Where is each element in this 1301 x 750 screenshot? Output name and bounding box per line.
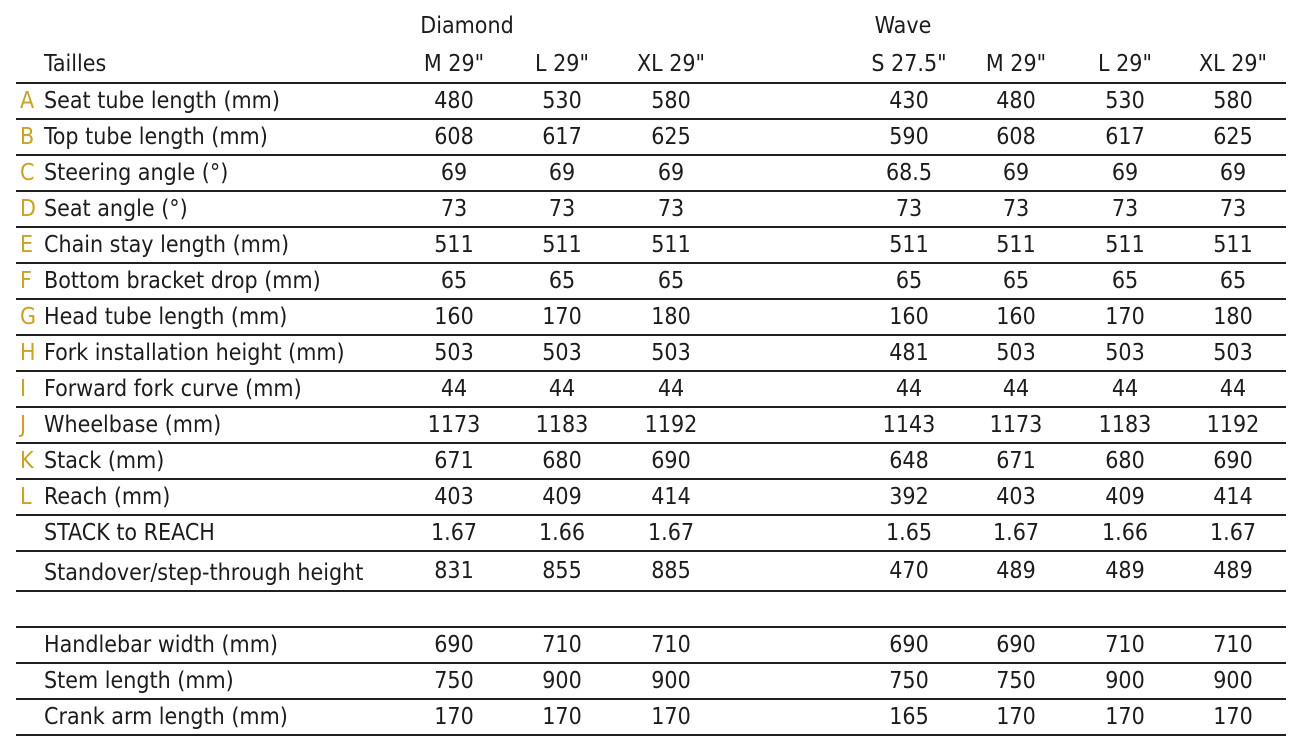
table-cell: 69 — [1219, 160, 1247, 186]
table-cell: 69 — [548, 160, 576, 186]
row-label: Forward fork curve (mm) — [44, 376, 302, 402]
table-cell: 409 — [542, 484, 582, 510]
row-label: Standover/step-through height — [44, 560, 364, 586]
table-row — [16, 552, 1286, 592]
table-cell: 481 — [889, 340, 929, 366]
table-cell: 511 — [996, 232, 1036, 258]
column-header: M 29" — [985, 51, 1047, 77]
table-cell: 170 — [542, 704, 582, 730]
table-cell: 900 — [542, 668, 582, 694]
table-cell: 480 — [434, 88, 474, 114]
table-cell: 392 — [889, 484, 929, 510]
table-cell: 1.67 — [992, 520, 1040, 546]
table-row — [16, 264, 1286, 300]
table-row — [16, 228, 1286, 264]
row-letter: K — [20, 448, 34, 474]
table-row — [16, 664, 1286, 700]
table-cell: 648 — [889, 448, 929, 474]
table-cell: 710 — [1105, 632, 1145, 658]
table-cell: 403 — [434, 484, 474, 510]
table-row — [16, 444, 1286, 480]
table-cell: 690 — [889, 632, 929, 658]
table-cell: 855 — [542, 558, 582, 584]
table-cell: 430 — [889, 88, 929, 114]
table-cell: 65 — [657, 268, 685, 294]
row-letter: C — [20, 160, 35, 186]
table-cell: 170 — [1213, 704, 1253, 730]
table-cell: 503 — [1105, 340, 1145, 366]
table-cell: 1143 — [882, 412, 936, 438]
table-cell: 690 — [434, 632, 474, 658]
table-cell: 1.66 — [1101, 520, 1149, 546]
table-cell: 680 — [542, 448, 582, 474]
table-cell: 69 — [1002, 160, 1030, 186]
table-cell: 710 — [542, 632, 582, 658]
table-cell: 511 — [1213, 232, 1253, 258]
table-cell: 503 — [1213, 340, 1253, 366]
row-letter: A — [20, 88, 35, 114]
column-header: XL 29" — [1198, 51, 1268, 77]
table-cell: 690 — [996, 632, 1036, 658]
row-label: Fork installation height (mm) — [44, 340, 345, 366]
table-cell: 530 — [542, 88, 582, 114]
table-cell: 503 — [434, 340, 474, 366]
table-cell: 69 — [657, 160, 685, 186]
row-letter: G — [20, 304, 37, 330]
table-cell: 503 — [651, 340, 691, 366]
row-label: Chain stay length (mm) — [44, 232, 290, 258]
table-row — [16, 336, 1286, 372]
table-cell: 1192 — [1206, 412, 1260, 438]
table-cell: 671 — [434, 448, 474, 474]
table-cell: 503 — [542, 340, 582, 366]
table-cell: 44 — [657, 376, 685, 402]
table-cell: 885 — [651, 558, 691, 584]
row-label: STACK to REACH — [44, 520, 215, 546]
table-row — [16, 84, 1286, 120]
table-cell: 511 — [889, 232, 929, 258]
table-row — [16, 628, 1286, 664]
table-cell: 170 — [651, 704, 691, 730]
table-cell: 73 — [1219, 196, 1247, 222]
table-cell: 530 — [1105, 88, 1145, 114]
table-cell: 750 — [434, 668, 474, 694]
table-cell: 750 — [996, 668, 1036, 694]
table-cell: 580 — [651, 88, 691, 114]
table-cell: 73 — [440, 196, 468, 222]
row-letter: D — [20, 196, 36, 222]
group-title-0: Diamond — [420, 13, 514, 39]
table-row — [16, 700, 1286, 736]
table-cell: 1173 — [989, 412, 1043, 438]
row-label: Stack (mm) — [44, 448, 165, 474]
table-cell: 831 — [434, 558, 474, 584]
row-header-label: Tailles — [44, 51, 107, 77]
row-letter: H — [20, 340, 36, 366]
row-label: Stem length (mm) — [44, 668, 234, 694]
table-cell: 470 — [889, 558, 929, 584]
table-cell: 180 — [1213, 304, 1253, 330]
table-cell: 160 — [996, 304, 1036, 330]
table-cell: 170 — [996, 704, 1036, 730]
table-cell: 69 — [1111, 160, 1139, 186]
table-cell: 511 — [434, 232, 474, 258]
row-letter: I — [20, 376, 27, 402]
table-cell: 73 — [895, 196, 923, 222]
table-cell: 671 — [996, 448, 1036, 474]
row-letter: E — [20, 232, 34, 258]
table-cell: 73 — [657, 196, 685, 222]
table-cell: 750 — [889, 668, 929, 694]
table-cell: 44 — [1002, 376, 1030, 402]
table-cell: 170 — [542, 304, 582, 330]
table-cell: 1.67 — [1209, 520, 1257, 546]
table-cell: 414 — [1213, 484, 1253, 510]
table-cell: 180 — [651, 304, 691, 330]
table-cell: 900 — [651, 668, 691, 694]
table-cell: 65 — [440, 268, 468, 294]
table-cell: 170 — [434, 704, 474, 730]
table-cell: 160 — [434, 304, 474, 330]
table-cell: 170 — [1105, 304, 1145, 330]
table-cell: 710 — [1213, 632, 1253, 658]
table-cell: 608 — [996, 124, 1036, 150]
table-cell: 617 — [542, 124, 582, 150]
table-cell: 690 — [1213, 448, 1253, 474]
table-cell: 44 — [895, 376, 923, 402]
table-row — [16, 120, 1286, 156]
column-header: L 29" — [535, 51, 589, 77]
header-rule — [16, 48, 1286, 84]
table-cell: 690 — [651, 448, 691, 474]
table-cell: 503 — [996, 340, 1036, 366]
row-label: Handlebar width (mm) — [44, 632, 278, 658]
table-cell: 480 — [996, 88, 1036, 114]
row-label: Wheelbase (mm) — [44, 412, 222, 438]
column-header: M 29" — [423, 51, 485, 77]
table-cell: 1183 — [1098, 412, 1152, 438]
table-cell: 489 — [1105, 558, 1145, 584]
table-cell: 65 — [895, 268, 923, 294]
table-cell: 65 — [1002, 268, 1030, 294]
table-cell: 170 — [1105, 704, 1145, 730]
table-cell: 1192 — [644, 412, 698, 438]
table-row — [16, 480, 1286, 516]
table-row — [16, 516, 1286, 552]
table-cell: 44 — [1219, 376, 1247, 402]
table-cell: 73 — [1111, 196, 1139, 222]
table-cell: 165 — [889, 704, 929, 730]
table-cell: 44 — [440, 376, 468, 402]
table-cell: 511 — [542, 232, 582, 258]
row-label: Bottom bracket drop (mm) — [44, 268, 321, 294]
table-cell: 73 — [548, 196, 576, 222]
table-cell: 511 — [651, 232, 691, 258]
table-cell: 1.66 — [538, 520, 586, 546]
table-cell: 625 — [651, 124, 691, 150]
table-cell: 69 — [440, 160, 468, 186]
row-letter: L — [20, 484, 32, 510]
table-cell: 65 — [1219, 268, 1247, 294]
spacer-row — [16, 592, 1286, 628]
table-cell: 1.65 — [885, 520, 933, 546]
column-header: XL 29" — [636, 51, 706, 77]
table-cell: 65 — [548, 268, 576, 294]
column-header: S 27.5" — [871, 51, 947, 77]
row-label: Seat tube length (mm) — [44, 88, 280, 114]
table-cell: 44 — [1111, 376, 1139, 402]
table-cell: 403 — [996, 484, 1036, 510]
table-cell: 608 — [434, 124, 474, 150]
row-letter: B — [20, 124, 35, 150]
table-cell: 489 — [1213, 558, 1253, 584]
row-label: Head tube length (mm) — [44, 304, 288, 330]
table-cell: 625 — [1213, 124, 1253, 150]
table-row — [16, 372, 1286, 408]
table-cell: 414 — [651, 484, 691, 510]
row-letter: J — [20, 412, 27, 438]
table-cell: 710 — [651, 632, 691, 658]
row-label: Crank arm length (mm) — [44, 704, 288, 730]
table-cell: 900 — [1105, 668, 1145, 694]
row-letter: F — [20, 268, 32, 294]
table-cell: 900 — [1213, 668, 1253, 694]
column-header: L 29" — [1098, 51, 1152, 77]
row-label: Steering angle (°) — [44, 160, 229, 186]
table-cell: 1.67 — [430, 520, 478, 546]
table-cell: 65 — [1111, 268, 1139, 294]
table-cell: 489 — [996, 558, 1036, 584]
table-cell: 1173 — [427, 412, 481, 438]
table-cell: 1.67 — [647, 520, 695, 546]
group-title-1: Wave — [874, 13, 932, 39]
table-cell: 590 — [889, 124, 929, 150]
table-row — [16, 156, 1286, 192]
table-row — [16, 192, 1286, 228]
table-cell: 73 — [1002, 196, 1030, 222]
table-cell: 1183 — [535, 412, 589, 438]
table-cell: 511 — [1105, 232, 1145, 258]
table-row — [16, 408, 1286, 444]
table-cell: 409 — [1105, 484, 1145, 510]
table-row — [16, 300, 1286, 336]
row-label: Reach (mm) — [44, 484, 171, 510]
table-cell: 617 — [1105, 124, 1145, 150]
row-label: Top tube length (mm) — [44, 124, 268, 150]
table-cell: 68.5 — [885, 160, 933, 186]
table-cell: 680 — [1105, 448, 1145, 474]
table-cell: 44 — [548, 376, 576, 402]
row-label: Seat angle (°) — [44, 196, 188, 222]
table-cell: 580 — [1213, 88, 1253, 114]
table-cell: 160 — [889, 304, 929, 330]
